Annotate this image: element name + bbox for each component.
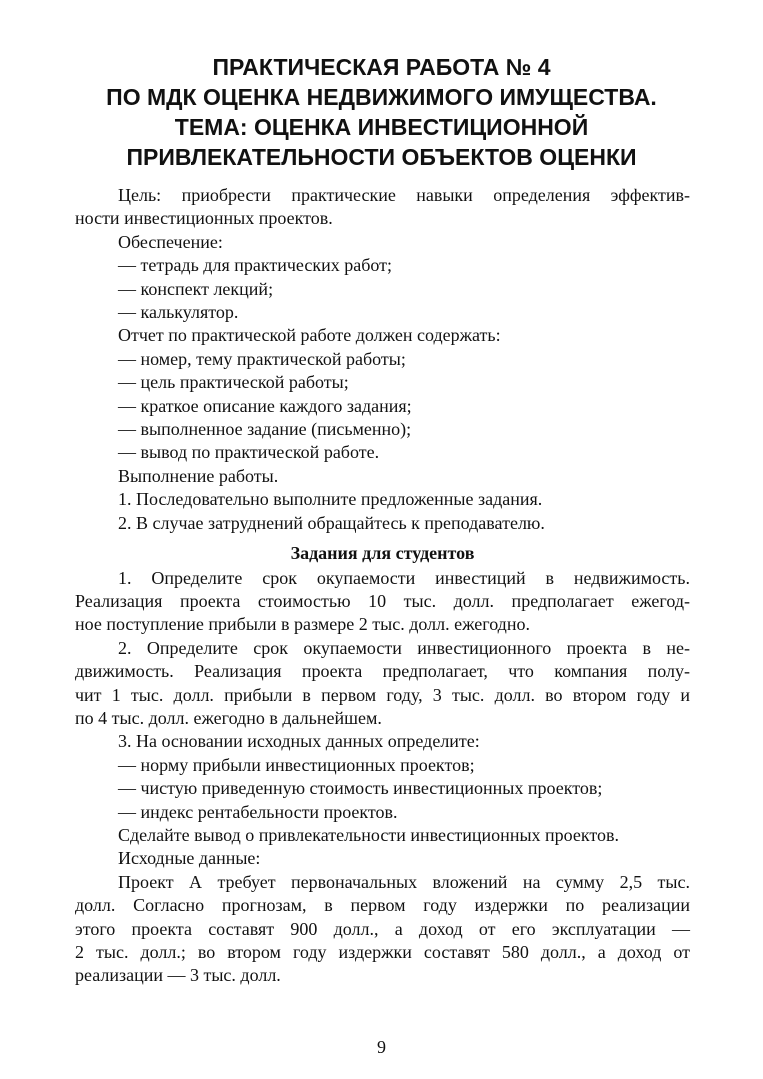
task-line: 3. На основании исходных данных определите: xyxy=(118,731,480,752)
project-line: этого проекта составят 900 долл., а доход от его эксплуатации — xyxy=(75,918,690,939)
list-item: — норму прибыли инвестиционных проектов; xyxy=(118,754,475,775)
title-line: ТЕМА: ОЦЕНКА ИНВЕСТИЦИОННОЙ xyxy=(174,114,589,140)
task-line: 1. Определите срок окупаемости инвестиций в недвижимость. xyxy=(118,567,690,588)
list-item: — тетрадь для практических работ; xyxy=(118,255,392,276)
report-label: Отчет по практической работе должен содержать: xyxy=(118,325,501,346)
title-line: ПРАКТИЧЕСКАЯ РАБОТА № 4 xyxy=(212,54,551,80)
list-item: 2. В случае затруднений обращайтесь к преподавателю. xyxy=(118,512,545,533)
goal-line: Цель: приобрести практические навыки определения эффектив- xyxy=(118,185,690,205)
list-item: — индекс рентабельности проектов. xyxy=(118,801,398,822)
list-item: — цель практической работы; xyxy=(118,372,349,393)
title-line: ПО МДК ОЦЕНКА НЕДВИЖИМОГО ИМУЩЕСТВА. xyxy=(106,84,657,110)
execution-label: Выполнение работы. xyxy=(118,465,279,486)
list-item: — вывод по практической работе. xyxy=(118,442,380,463)
list-item: 1. Последовательно выполните предложенные задания. xyxy=(118,489,543,510)
list-item: — чистую приведенную стоимость инвестиционных проектов; xyxy=(118,778,603,799)
project-line: 2 тыс. долл.; во втором году издержки составят 580 долл., а доход от xyxy=(75,942,690,962)
list-item: — краткое описание каждого задания; xyxy=(118,395,412,416)
task-line: Исходные данные: xyxy=(118,848,261,869)
project-line: Проект А требует первоначальных вложений на сумму 2,5 тыс. xyxy=(118,871,690,892)
task-line: Сделайте вывод о привлекательности инвестиционных проектов. xyxy=(118,824,620,845)
page-number: 9 xyxy=(377,1037,386,1057)
list-item: — калькулятор. xyxy=(118,302,239,323)
project-line: долл. Согласно прогнозам, в первом году издержки по реализации xyxy=(75,895,690,916)
list-item: — номер, тему практической работы; xyxy=(118,348,406,369)
task-line: ное поступление прибыли в размере 2 тыс. долл. ежегодно. xyxy=(75,614,530,635)
task-line: Реализация проекта стоимостью 10 тыс. долл. предполагает ежегод- xyxy=(75,590,690,611)
list-item: — конспект лекций; xyxy=(118,278,274,299)
task-line: 2. Определите срок окупаемости инвестиционного проекта в не- xyxy=(118,637,690,658)
supplies-label: Обеспечение: xyxy=(118,231,223,252)
task-line: чит 1 тыс. долл. прибыли в первом году, 3 тыс. долл. во втором году и xyxy=(75,684,690,705)
task-line: движимость. Реализация проекта предполагает, что компания полу- xyxy=(75,661,690,682)
goal-line: ности инвестиционных проектов. xyxy=(75,208,333,229)
document-body xyxy=(75,184,690,988)
project-line: реализации — 3 тыс. долл. xyxy=(75,965,281,986)
title-line: ПРИВЛЕКАТЕЛЬНОСТИ ОБЪЕКТОВ ОЦЕНКИ xyxy=(126,144,637,170)
list-item: — выполненное задание (письменно); xyxy=(118,419,412,440)
page-title xyxy=(60,52,703,172)
tasks-heading: Задания для студентов xyxy=(290,543,475,564)
task-line: по 4 тыс. долл. ежегодно в дальнейшем. xyxy=(75,707,382,728)
